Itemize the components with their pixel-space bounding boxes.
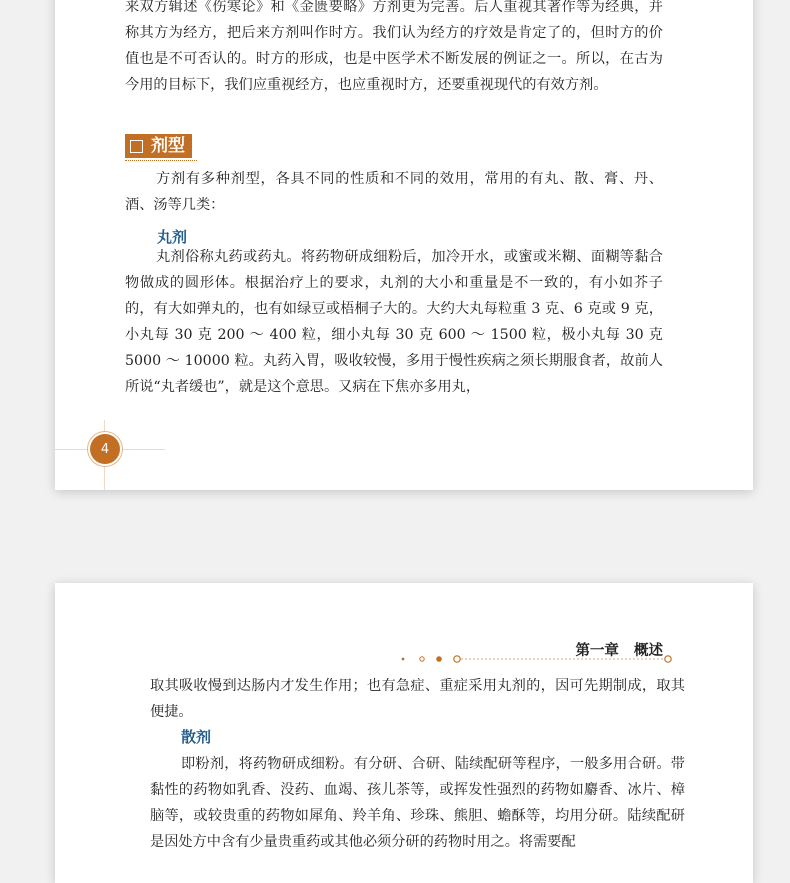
paragraph-pill-continued: 取其吸收慢到达肠内才发生作用；也有急症、重症采用丸剂的，因可先期制成，取其便捷。 — [150, 678, 685, 720]
section-title: 剂型 — [151, 136, 185, 156]
page-number: 4 — [90, 434, 120, 464]
page-number-ornament — [55, 0, 255, 490]
paragraph-classic-formulas: 来双方辑述《伤寒论》和《金匮要略》方剂更为完善。后人重视其著作等为经典，并称其方为经方，把后来方剂叫作时方。我们认为经方的疗效是肯定了的，但时方的价值也是不可否认的。时方的形成，也是中医学术不断发展的例证之一。所以，在古为今用的目标下，我们应重视经方，也应重视时方，还要重视现代的有效方剂。 — [125, 0, 663, 93]
chapter-running-head: 第一章 概述 — [575, 643, 663, 659]
paragraph-pill-description: 丸剂俗称丸药或药丸。将药物研成细粉后，加冷开水，或蜜或米糊、面糊等黏合物做成的圆形体。根据治疗上的要求，丸剂的大小和重量是不一致的，有小如芥子的，有大如弹丸的，也有如绿豆或梧桐子大的。大约大丸每粒重 3 克、6 克或 9 克，小丸每 30 克 200 ～ 400 粒，细小丸每 30 克 600 ～ 1500 粒，极小丸每 30 克 5000 ～ 10000 粒。丸药入胃，吸收较慢，多用于慢性疾病之须长期服食者，故前人所说“丸者缓也”，就是这个意思。又病在下焦亦多用丸， — [125, 249, 663, 395]
paragraph-dosage-forms-intro: 方剂有多种剂型，各具不同的性质和不同的效用，常用的有丸、散、膏、丹、酒、汤等几类： — [125, 171, 663, 213]
running-head-dots-decoration — [400, 653, 675, 665]
subheading-pill: 丸剂 — [157, 228, 188, 246]
book-page-5 — [55, 583, 753, 883]
paragraph-powder-description: 即粉剂，将药物研成细粉。有分研、合研、陆续配研等程序，一般多用合研。带黏性的药物如乳香、没药、血竭、孩儿茶等，或挥发性强烈的药物如麝香、冰片、樟脑等，或较贵重的药物如犀角、羚羊角、珍珠、熊胆、蟾酥等，均用分研。陆续配研是因处方中含有少量贵重药或其他必须分研的药物时用之。将需要配 — [150, 756, 685, 850]
book-page-4 — [55, 0, 753, 490]
subheading-powder: 散剂 — [181, 728, 212, 746]
